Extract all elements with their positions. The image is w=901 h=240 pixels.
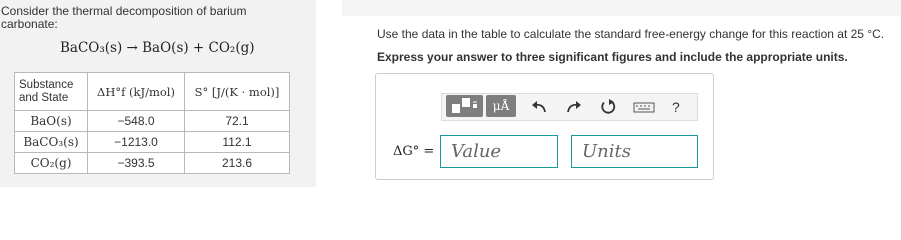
matrix-template-icon[interactable]	[446, 95, 483, 117]
question-instruction: Use the data in the table to calculate the standard free-energy change for this reaction at 25 °C.	[377, 27, 885, 41]
substance-cell: BaO(s)	[15, 111, 88, 132]
table-header-row	[15, 73, 290, 111]
header-enthalpy: ΔH°f (kJ/mol)	[88, 73, 185, 111]
enthalpy-cell: −1213.0	[88, 132, 185, 153]
undo-icon[interactable]	[529, 97, 549, 117]
units-field[interactable]	[571, 135, 698, 168]
reset-icon[interactable]	[598, 97, 618, 117]
value-input[interactable]	[441, 136, 557, 167]
enthalpy-cell: −393.5	[88, 153, 185, 174]
substance-cell: BaCO₃(s)	[15, 132, 88, 153]
table-row	[15, 153, 290, 174]
units-button[interactable]: μÅ	[486, 95, 516, 117]
keyboard-icon[interactable]	[632, 97, 656, 117]
thermo-data-table	[14, 72, 290, 174]
reaction-equation: BaCO₃(s) → BaO(s) + CO₂(g)	[60, 40, 255, 56]
value-field[interactable]	[440, 135, 558, 168]
entropy-cell: 112.1	[185, 132, 290, 153]
header-substance: Substance and State	[15, 73, 88, 111]
table-row	[15, 132, 290, 153]
delta-g-label: ΔG° =	[393, 144, 435, 159]
help-icon[interactable]: ?	[672, 99, 680, 115]
units-input[interactable]	[572, 136, 697, 167]
substance-cell: CO₂(g)	[15, 153, 88, 174]
entropy-cell: 213.6	[185, 153, 290, 174]
table-row	[15, 111, 290, 132]
header-strip	[342, 0, 901, 16]
enthalpy-cell: −548.0	[88, 111, 185, 132]
entropy-cell: 72.1	[185, 111, 290, 132]
problem-intro: Consider the thermal decomposition of barium carbonate:	[1, 4, 247, 31]
answer-format-instruction: Express your answer to three significant figures and include the appropriate units.	[377, 50, 848, 64]
redo-icon[interactable]	[564, 97, 584, 117]
header-entropy: S° [J/(K · mol)]	[185, 73, 290, 111]
